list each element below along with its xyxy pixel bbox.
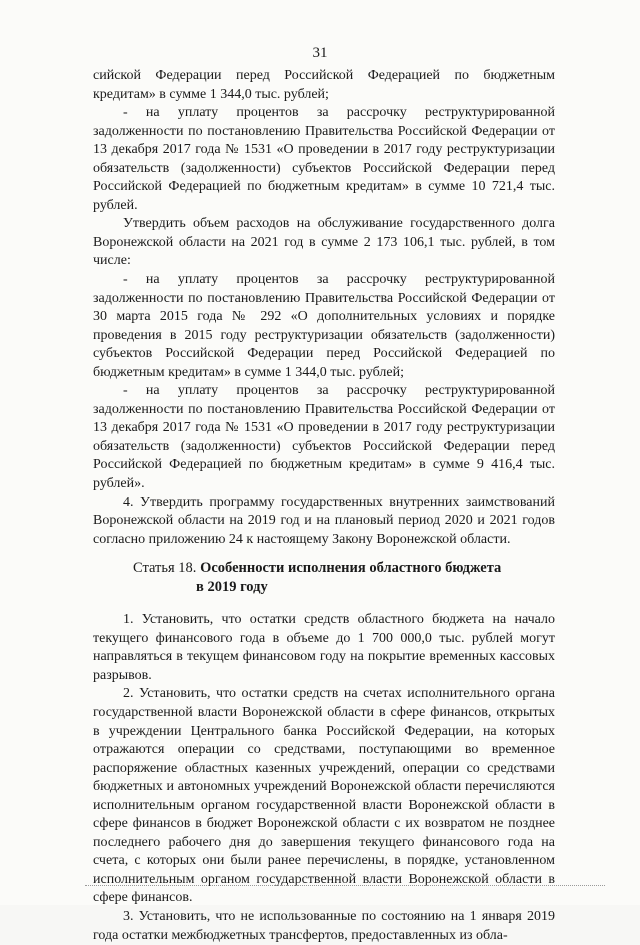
paragraph-continuation: сийской Федерации перед Российской Федерацией по бюджетным кредитам» в сумме 1 344,0 тыс. рублей; — [93, 68, 555, 102]
article-item-3: 3. Установить, что не использованные по состоянию на 1 января 2019 года остатки межбюджетных трансфертов, предоставленных из обла- — [93, 908, 555, 943]
paragraph-debt-service-2021: Утвердить объем расходов на обслуживание государственного долга Воронежской области на 2021 год в сумме 2 173 106,1 тыс. рублей, в том числе: — [93, 216, 555, 269]
article-title: Особенности исполнения областного бюджета — [200, 560, 502, 577]
paragraph-interest-2017: - на уплату процентов за рассрочку реструктурированной задолженности по постановлению Правительства Российской Федерации от 13 декабря 2017 года № 1531 «О проведении в 2017 году реструктуризации обязательств (задолженности) субъектов Российской Федерации перед Российской Федерацией по бюджетным кредитам» в сумме 10 721,4 тыс. рублей. — [93, 105, 555, 213]
article-number: Статья 18. — [133, 560, 197, 577]
paragraph-interest-2017-b: - на уплату процентов за рассрочку реструктурированной задолженности по постановлению Правительства Российской Федерации от 13 декабря 2017 года № 1531 «О проведении в 2017 году реструктуризации обязательств (задолженности) субъектов Российской Федерации перед Российской Федерацией по бюджетным кредитам» в сумме 9 416,4 тыс. рублей». — [93, 383, 555, 492]
article-item-2: 2. Установить, что остатки средств на счетах исполнительного органа государственной власти Воронежской области в сфере финансов, открытых в учреждении Центрального банка Российской Федерации, на которых отражаются операции со средствами, поступающими во временное распоряжение областных казенных учреждений, операции со средствами бюджетных и автономных учреждений Воронежской области перечисляются исполнительным органом государственной власти Воронежской области в сфере финансов в бюджет Воронежской области с их возвратом не позднее последнего рабочего дня до завершения текущего финансового года на счета, с которых они были ранее перечислены, в порядке, установленном исполнительным органом государственной власти Воронежской области в сфере финансов. — [93, 686, 555, 906]
scan-edge-divider — [85, 885, 605, 886]
page-number: 31 — [312, 45, 328, 61]
article-title-line2: в 2019 году — [196, 579, 268, 596]
paragraph-borrowing-program: 4. Утвердить программу государственных внутренних заимствований Воронежской области на 2019 год и на плановый период 2020 и 2021 годов согласно приложению 24 к настоящему Закону Воронежской области. — [93, 494, 555, 547]
paragraph-interest-2015: - на уплату процентов за рассрочку реструктурированной задолженности по постановлению Правительства Российской Федерации от 30 марта 2015 года № 292 «О дополнительных условиях и порядке проведения в 2015 году реструктуризации обязательств (задолженности) субъектов Российской Федерации перед Российской Федерацией по бюджетным кредитам» в сумме 1 344,0 тыс. рублей; — [93, 272, 555, 380]
article-item-1: 1. Установить, что остатки средств областного бюджета на начало текущего финансового года в объеме до 1 700 000,0 тыс. рублей могут направляться в текущем финансовом году на покрытие временных кассовых разрывов. — [93, 612, 555, 683]
document-body — [93, 67, 555, 945]
article-heading — [93, 559, 555, 597]
